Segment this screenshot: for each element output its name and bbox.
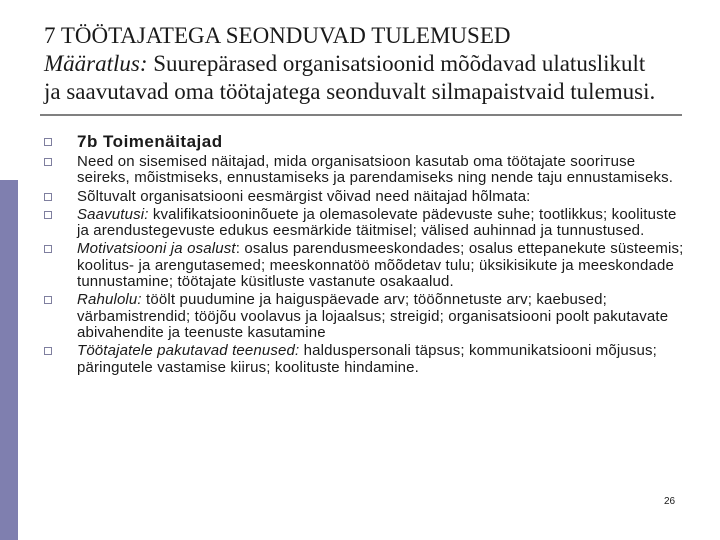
list-item (44, 207, 684, 240)
list-item-lead: Motivatsiooni ja osalust (77, 240, 236, 258)
list-item (44, 189, 684, 205)
list-item-body: halduspersonali täpsus; kommunikatsiooni mõjusus; päringutele vastamise kiirus; koolituste hindamine. (77, 342, 657, 376)
square-bullet-icon (44, 296, 52, 304)
square-bullet-icon (44, 193, 52, 201)
list-item (44, 241, 684, 290)
square-bullet-icon (44, 158, 52, 166)
definition-text-1: Suurepärased organisatsioonid mõõdavad ulatuslikult (147, 51, 646, 76)
bullet-list (44, 132, 684, 378)
square-bullet-icon (44, 211, 52, 219)
list-item-body: Need on sisemised näitajad, mida organisatsioon kasutab oma töötajate sooriтuse seireks, mõistmiseks, ennustamiseks ja parendamiseks ning nende taju ennustamiseks. (77, 153, 674, 187)
list-item-body: töölt puudumine ja haiguspäevade arv; tööõnnetuste arv; kaebused; värbamistrendid; tööjõu voolavus ja lojaalsus; streigid; organisatsiooni poolt pakutavate abivahendite ja teenuste kasutamine (77, 291, 669, 341)
left-accent-bar (0, 0, 18, 540)
list-item-heading (44, 132, 684, 152)
list-item (44, 154, 684, 187)
title-divider (40, 114, 682, 116)
list-item-text (77, 292, 684, 341)
definition-label: Määratlus: (44, 51, 148, 76)
list-item-text (77, 241, 684, 290)
list-item-text (77, 343, 684, 376)
square-bullet-icon (44, 245, 52, 253)
list-item-lead: Rahulolu: (77, 291, 142, 309)
page-number: 26 (664, 496, 676, 507)
list-item-text (77, 207, 684, 240)
title-definition-line-2: ja saavutavad oma töötajatega seonduvalt silmapaistvaid tulemusi. (44, 79, 656, 104)
list-item-text (77, 154, 684, 187)
square-bullet-icon (44, 138, 52, 146)
list-item-text (77, 189, 531, 205)
list-item-body: Sõltuvalt organisatsiooni eesmärgist võivad need näitajad hõlmata: (77, 187, 531, 205)
square-bullet-icon (44, 347, 52, 355)
slide-title (44, 22, 704, 106)
list-item-lead: Saavutusi: (77, 205, 149, 223)
list-item (44, 343, 684, 376)
title-definition-line-1 (44, 50, 704, 78)
list-item-body: kvalifikatsiooninõuete ja olemasolevate pädevuste suhe; tootlikkus; koolituste ja arendustegevuste edukus eesmärkide täitmisel; välised auhinnad ja tunnustused. (77, 205, 677, 240)
list-item (44, 292, 684, 341)
list-item-body: : osalus parendusmeeskondades; osalus ettepanekute süsteemis; koolitus- ja arengutasemed; meeskonnatöö mõõdetav tulu; üksikisikute ja meeskondade tunnustamine; töötajate küsitluste vastanute osakaalud. (77, 240, 684, 291)
section-heading: 7b Toimenäitajad (77, 132, 223, 151)
title-main: 7 TÖÖTAJATEGA SEONDUVAD TULEMUSED (44, 23, 511, 48)
list-item-lead: Töötajatele pakutavad teenused: (77, 342, 300, 360)
